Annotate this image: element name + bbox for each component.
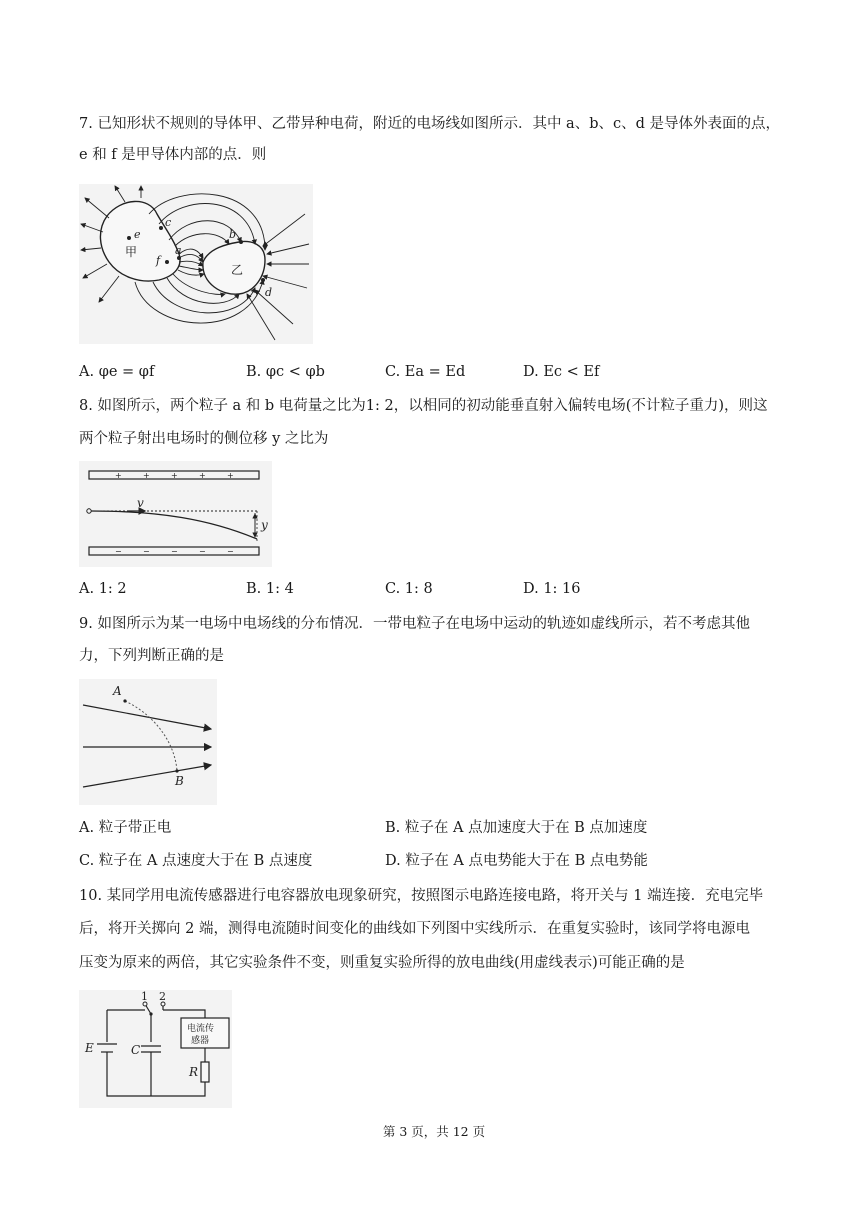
- q8-plus-5: +: [227, 471, 234, 480]
- q7-option-c[interactable]: C. Ea = Ed: [385, 364, 466, 380]
- q7-label-c: c: [165, 216, 172, 229]
- q8-option-d[interactable]: D. 1: 16: [523, 581, 581, 597]
- page-footer: 第 3 页，共 12 页: [382, 1124, 486, 1139]
- q7-figure: [79, 184, 313, 344]
- q8-minus-1: −: [115, 547, 122, 556]
- q9-option-b[interactable]: B. 粒子在 A 点加速度大于在 B 点加速度: [385, 820, 648, 836]
- q7-option-b[interactable]: B. φc < φb: [246, 364, 325, 380]
- q8-plus-1: +: [115, 471, 122, 480]
- q9-option-d[interactable]: D. 粒子在 A 点电势能大于在 B 点电势能: [385, 853, 648, 869]
- q8-label-y: y: [261, 518, 268, 532]
- q8-figure: [79, 461, 272, 567]
- q8-minus-3: −: [171, 547, 178, 556]
- q8-stem-line1: 8. 如图所示，两个粒子 a 和 b 电荷量之比为1: 2，以相同的初动能垂直射入偏转电场(不计粒子重力)，则这: [79, 398, 768, 414]
- q7-field-lines-svg: [79, 184, 313, 344]
- q10-label-e: E: [85, 1041, 94, 1055]
- q10-stem-line1: 10. 某同学用电流传感器进行电容器放电现象研究，按照图示电路连接电路，将开关与 1 端连接．充电完毕: [79, 888, 764, 904]
- conductor-jia: [100, 201, 180, 281]
- q8-option-c[interactable]: C. 1: 8: [385, 581, 433, 597]
- q7-label-a: a: [175, 244, 182, 257]
- q10-label-r: R: [189, 1065, 199, 1079]
- q7-label-b: b: [229, 228, 237, 241]
- q9-label-b: B: [175, 774, 184, 788]
- q9-figure: [79, 679, 217, 805]
- q9-field-lines-svg: [79, 679, 217, 805]
- q8-plus-2: +: [143, 471, 150, 480]
- q7-stem-line2: e 和 f 是甲导体内部的点．则: [79, 147, 267, 163]
- q7-label-d: d: [265, 286, 273, 299]
- q10-stem-line2: 后，将开关掷向 2 端，测得电流随时间变化的曲线如下列图中实线所示．在重复实验时，该同学将电源电: [79, 921, 750, 937]
- q8-plus-4: +: [199, 471, 206, 480]
- q8-deflection-svg: [79, 461, 272, 567]
- q9-stem-line2: 力，下列判断正确的是: [79, 648, 224, 664]
- q7-label-e: e: [134, 228, 141, 241]
- q10-sensor-label-line1: 电流传: [187, 1024, 215, 1034]
- q10-label-c: C: [131, 1043, 141, 1057]
- q9-option-c[interactable]: C. 粒子在 A 点速度大于在 B 点速度: [79, 853, 313, 869]
- q8-label-v: v: [137, 496, 144, 510]
- q8-option-a[interactable]: A. 1: 2: [79, 581, 127, 597]
- q8-stem-line2: 两个粒子射出电场时的侧位移 y 之比为: [79, 431, 329, 447]
- q9-label-a: A: [113, 684, 122, 698]
- q7-stem-line1: 7. 已知形状不规则的导体甲、乙带异种电荷，附近的电场线如图所示．其中 a、b、c、d 是导体外表面的点，: [79, 116, 780, 132]
- q7-option-a[interactable]: A. φe = φf: [79, 364, 155, 380]
- q9-stem-line1: 9. 如图所示为某一电场中电场线的分布情况．一带电粒子在电场中运动的轨迹如虚线所示，若不考虑其他: [79, 616, 750, 632]
- q8-minus-5: −: [227, 547, 234, 556]
- q10-stem-line3: 压变为原来的两倍，其它实验条件不变，则重复实验所得的放电曲线(用虚线表示)可能正确的是: [79, 955, 685, 971]
- q7-option-d[interactable]: D. Ec < Ef: [523, 364, 600, 380]
- q7-label-yi: 乙: [231, 263, 244, 277]
- q10-label-2: 2: [159, 990, 166, 1003]
- q9-option-a[interactable]: A. 粒子带正电: [79, 820, 172, 836]
- q8-option-b[interactable]: B. 1: 4: [246, 581, 294, 597]
- q8-plus-3: +: [171, 471, 178, 480]
- q7-label-f: f: [156, 254, 161, 267]
- q8-minus-2: −: [143, 547, 150, 556]
- q10-sensor-label-line2: 感器: [191, 1036, 210, 1046]
- q10-label-1: 1: [141, 990, 148, 1003]
- q7-label-jia: 甲: [125, 245, 138, 259]
- q8-minus-4: −: [199, 547, 206, 556]
- q10-circuit-figure: [79, 990, 232, 1108]
- q10-circuit-svg: [79, 990, 232, 1108]
